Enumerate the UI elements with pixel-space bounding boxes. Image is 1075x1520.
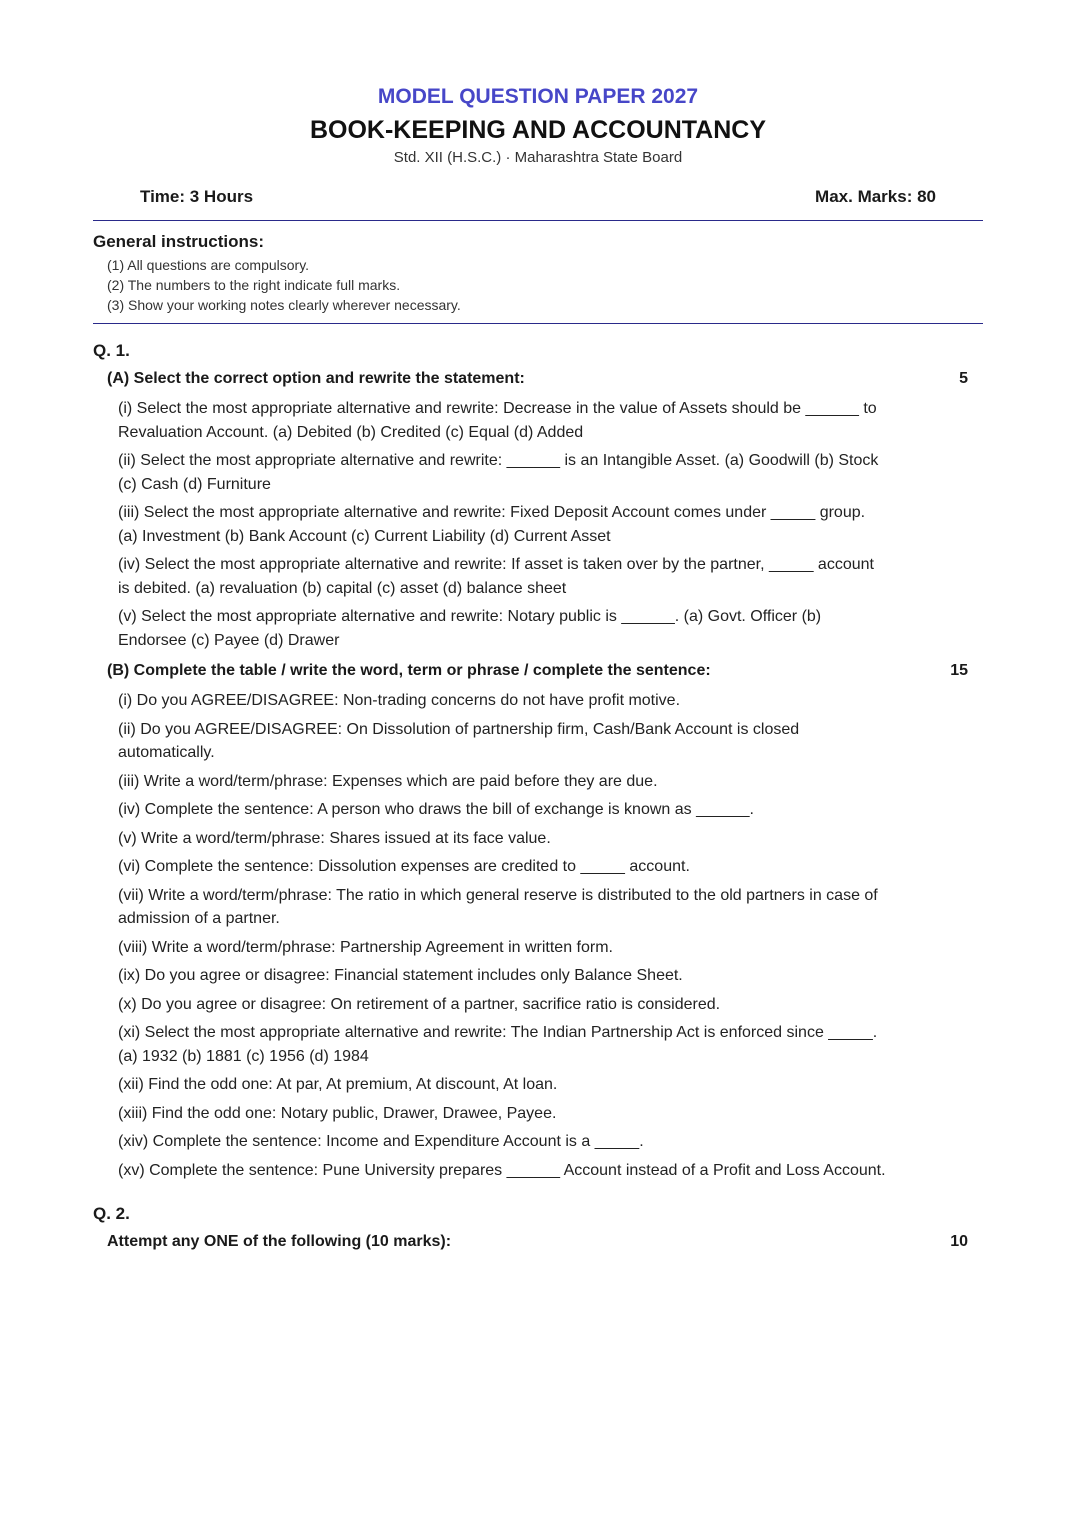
question-item: (iii) Write a word/term/phrase: Expenses which are paid before they are due. [118, 772, 658, 790]
question-2-heading [107, 1231, 968, 1253]
question-1-label: Q. 1. [93, 341, 130, 360]
question-item: (xiv) Complete the sentence: Income and Expenditure Account is a _____. [118, 1133, 644, 1150]
question-item: (iii) Select the most appropriate alternative and rewrite: Fixed Deposit Account comes under _____ group. (a) Investment (b) Bank Account (c) Current Liability (d) Current Asset [118, 504, 866, 545]
question-item: (xi) Select the most appropriate alternative and rewrite: The Indian Partnership Act is enforced since _____. (a) 1932 (b) 1881 (c) 1956 (d) 1984 [118, 1024, 878, 1065]
question-item: (x) Do you agree or disagree: On retirement of a partner, sacrifice ratio is considered. [118, 995, 721, 1013]
question-item: (xiii) Find the odd one: Notary public, Drawer, Drawee, Payee. [118, 1104, 557, 1122]
question-2-title: Attempt any ONE of the following (10 marks): [107, 1233, 452, 1250]
section-a-items [118, 397, 886, 652]
section-a-heading [107, 368, 968, 390]
question-2-marks: 10 [950, 1233, 968, 1250]
instructions-title: General instructions: [93, 232, 264, 251]
section-a-marks: 5 [959, 370, 968, 387]
subject-title: BOOK-KEEPING AND ACCOUNTANCY [309, 116, 767, 144]
standard-board: Std. XII (H.S.C.) · Maharashtra State Board [393, 149, 683, 166]
question-item: (i) Select the most appropriate alternative and rewrite: Decrease in the value of Assets should be ______ to Revaluation Account. (a) Debited (b) Credited (c) Equal (d) Added [118, 400, 877, 441]
question-item: (ix) Do you agree or disagree: Financial statement includes only Balance Sheet. [118, 967, 683, 984]
instruction-item: (1) All questions are compulsory. [107, 257, 310, 273]
question-item: (viii) Write a word/term/phrase: Partnership Agreement in written form. [118, 938, 613, 956]
instruction-item: (2) The numbers to the right indicate full marks. [107, 277, 401, 293]
divider [93, 220, 983, 221]
max-marks: Max. Marks: 80 [815, 187, 936, 206]
question-item: (vii) Write a word/term/phrase: The ratio in which general reserve is distributed to the old partners in case of admission of a partner. [118, 886, 878, 927]
question-item: (iv) Select the most appropriate alternative and rewrite: If asset is taken over by the partner, _____ account is debited. (a) revaluation (b) capital (c) asset (d) balance sheet [118, 556, 874, 597]
divider [93, 323, 983, 324]
question-item: (iv) Complete the sentence: A person who draws the bill of exchange is known as ______. [118, 801, 754, 818]
time-allowed: Time: 3 Hours [140, 187, 254, 206]
question-item: (i) Do you AGREE/DISAGREE: Non-trading concerns do not have profit motive. [118, 692, 681, 709]
section-b-marks: 15 [950, 662, 968, 679]
question-item: (v) Write a word/term/phrase: Shares issued at its face value. [118, 829, 551, 847]
paper-label: MODEL QUESTION PAPER 2027 [377, 85, 699, 108]
section-b-title: (B) Complete the table / write the word, term or phrase / complete the sentence: [107, 662, 711, 679]
question-item: (vi) Complete the sentence: Dissolution expenses are credited to _____ account. [118, 858, 690, 875]
instructions-list [107, 255, 983, 315]
question-paper [93, 84, 983, 1253]
question-item: (v) Select the most appropriate alternative and rewrite: Notary public is ______. (a) Govt. Officer (b) Endorsee (c) Payee (d) Drawer [118, 608, 822, 649]
question-item: (ii) Select the most appropriate alternative and rewrite: ______ is an Intangible Asset. (a) Goodwill (b) Stock (c) Cash (d) Furniture [118, 452, 879, 493]
section-b-items [118, 689, 886, 1182]
question-item: (xv) Complete the sentence: Pune University prepares ______ Account instead of a Profit and Loss Account. [118, 1161, 886, 1179]
section-a-title: (A) Select the correct option and rewrite the statement: [107, 370, 525, 387]
section-b-heading [107, 660, 968, 682]
question-2-label: Q. 2. [93, 1204, 130, 1223]
question-item: (xii) Find the odd one: At par, At premium, At discount, At loan. [118, 1076, 558, 1093]
question-item: (ii) Do you AGREE/DISAGREE: On Dissolution of partnership firm, Cash/Bank Account is closed automatically. [118, 720, 800, 761]
exam-meta [93, 186, 983, 208]
instruction-item: (3) Show your working notes clearly wherever necessary. [107, 297, 461, 313]
